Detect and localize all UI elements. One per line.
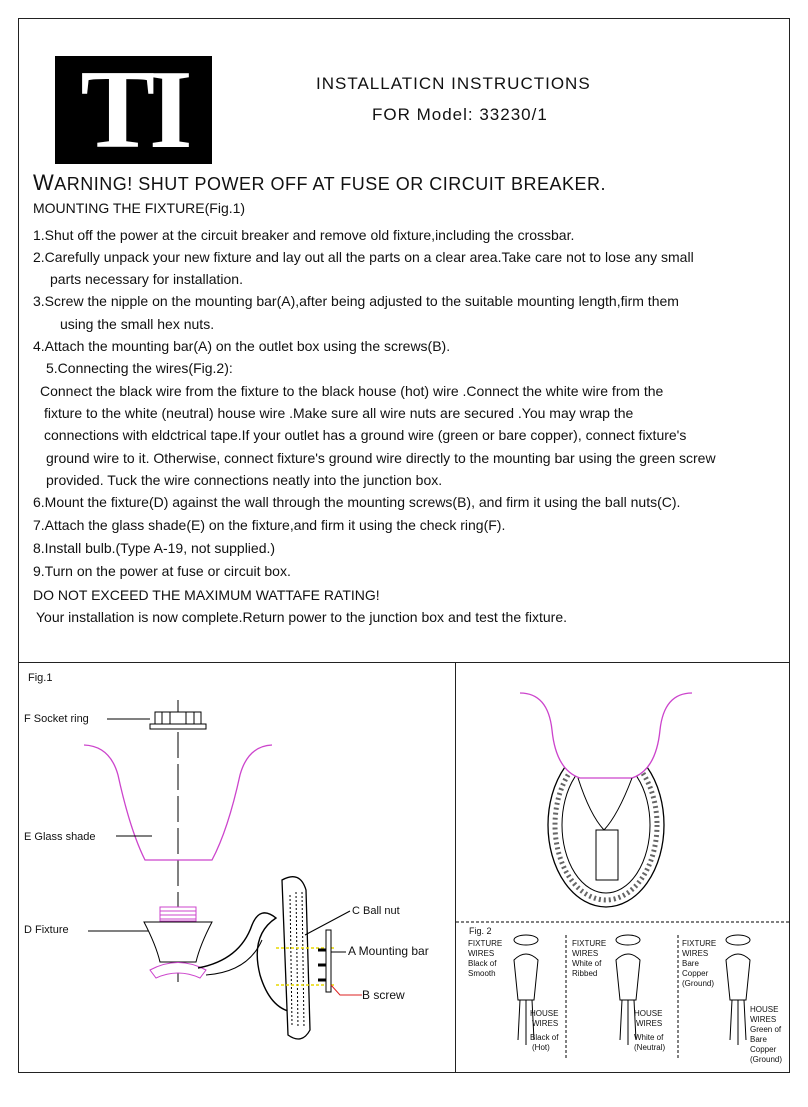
mounting-bar-icon (326, 930, 331, 992)
mounting-bar-label: A Mounting bar (348, 944, 429, 958)
wire-type-label: Copper (682, 969, 709, 978)
house-wires-label: HOUSE (750, 1005, 779, 1014)
screw-label: B screw (362, 988, 405, 1002)
step-line: 9.Turn on the power at fuse or circuit box. (33, 563, 291, 579)
step-line: 4.Attach the mounting bar(A) on the outlet box using the screws(B). (33, 338, 451, 354)
house-wires-label: WIRES (750, 1015, 777, 1024)
step-line: 2.Carefully unpack your new fixture and lay out all the parts on a clear area.Take care not to lose any small (33, 249, 694, 265)
wire-type-label: Green of (750, 1025, 782, 1034)
wire-type-label: (Hot) (532, 1043, 550, 1052)
house-wires-label: WIRES (532, 1019, 559, 1028)
step-line: 7.Attach the glass shade(E) on the fixture,and firm it using the check ring(F). (33, 517, 506, 533)
wire-type-label: Ribbed (572, 969, 598, 978)
step-line: ground wire to it. Otherwise, connect fixture's ground wire directly to the mounting bar using the green screw (46, 450, 716, 466)
step-line: provided. Tuck the wire connections neatly into the junction box. (46, 472, 443, 488)
backplate-icon (282, 877, 310, 1039)
wire-type-label: White of (634, 1033, 664, 1042)
wire-type-label: (Ground) (682, 979, 715, 988)
fixture-wires-label: FIXTURE (572, 939, 607, 948)
step-line: 1.Shut off the power at the circuit breaker and remove old fixture,including the crossbar. (33, 227, 575, 243)
model-number: FOR Model: 33230/1 (372, 105, 548, 124)
ball-nut-label: C Ball nut (352, 905, 400, 917)
fixture-wires-label: FIXTURE (682, 939, 717, 948)
brand-logo: TI (55, 56, 212, 164)
fixture-wires-label: WIRES (682, 949, 709, 958)
step-line: 3.Screw the nipple on the mounting bar(A),after being adjusted to the suitable mounting length,firm them (33, 293, 679, 309)
wire-type-label: Black of (468, 959, 497, 968)
step-line: Connect the black wire from the fixture to the black house (hot) wire .Connect the white wire from the (40, 383, 664, 399)
wire-type-label: White of (572, 959, 602, 968)
house-wires-label: WIRES (636, 1019, 663, 1028)
wire-type-label: Bare (750, 1035, 767, 1044)
glass-shade-label: E Glass shade (24, 831, 96, 843)
wire-type-label: Bare (682, 959, 699, 968)
wire-type-label: Copper (750, 1045, 777, 1054)
step-line: DO NOT EXCEED THE MAXIMUM WATTAFE RATING! (33, 587, 380, 603)
wire-type-label: Black of (530, 1033, 559, 1042)
wire-nut-icon (514, 935, 538, 1045)
step-line: 5.Connecting the wires(Fig.2): (46, 360, 233, 376)
socket-ring-icon (150, 712, 206, 729)
warning-initial: W (33, 170, 55, 195)
wire-type-label: (Ground) (750, 1055, 783, 1064)
wire-type-label: (Neutral) (634, 1043, 666, 1052)
step-line: using the small hex nuts. (60, 316, 215, 332)
step-line: fixture to the white (neutral) house wire .Make sure all wire nuts are secured .You may wrap the (44, 405, 634, 421)
house-wires-label: HOUSE (634, 1009, 663, 1018)
fig1-label: Fig.1 (28, 672, 53, 684)
document-title: INSTALLATICN INSTRUCTIONS (316, 74, 591, 93)
step-line: 8.Install bulb.(Type A-19, not supplied.) (33, 540, 276, 556)
fixture-label: D Fixture (24, 924, 69, 936)
step-line: 6.Mount the fixture(D) against the wall through the mounting screws(B), and firm it using the ball nuts(C). (33, 494, 681, 510)
wire-type-label: Smooth (468, 969, 496, 978)
step-line: parts necessary for installation. (50, 271, 243, 287)
wire-nut-icon (616, 935, 640, 1045)
section-heading: MOUNTING THE FIXTURE(Fig.1) (33, 200, 246, 216)
fixture-wires-label: WIRES (572, 949, 599, 958)
fixture-arm-icon (206, 940, 262, 975)
step-line: connections with eldctrical tape.If your outlet has a ground wire (green or bare copper), connect fixture's (44, 427, 687, 443)
leader-line (331, 985, 362, 995)
step-line: Your installation is now complete.Return power to the junction box and test the fixture. (36, 609, 568, 625)
wire-nut-icon (726, 935, 750, 1045)
warning-text: ARNING! SHUT POWER OFF AT FUSE OR CIRCUIT BREAKER. (54, 174, 606, 194)
fig2-label: Fig. 2 (469, 926, 492, 936)
fixture-wires-label: FIXTURE (468, 939, 503, 948)
fixture-wires-label: WIRES (468, 949, 495, 958)
socket-ring-label: F Socket ring (24, 713, 89, 725)
assembled-fixture-icon (520, 693, 692, 907)
house-wires-label: HOUSE (530, 1009, 559, 1018)
